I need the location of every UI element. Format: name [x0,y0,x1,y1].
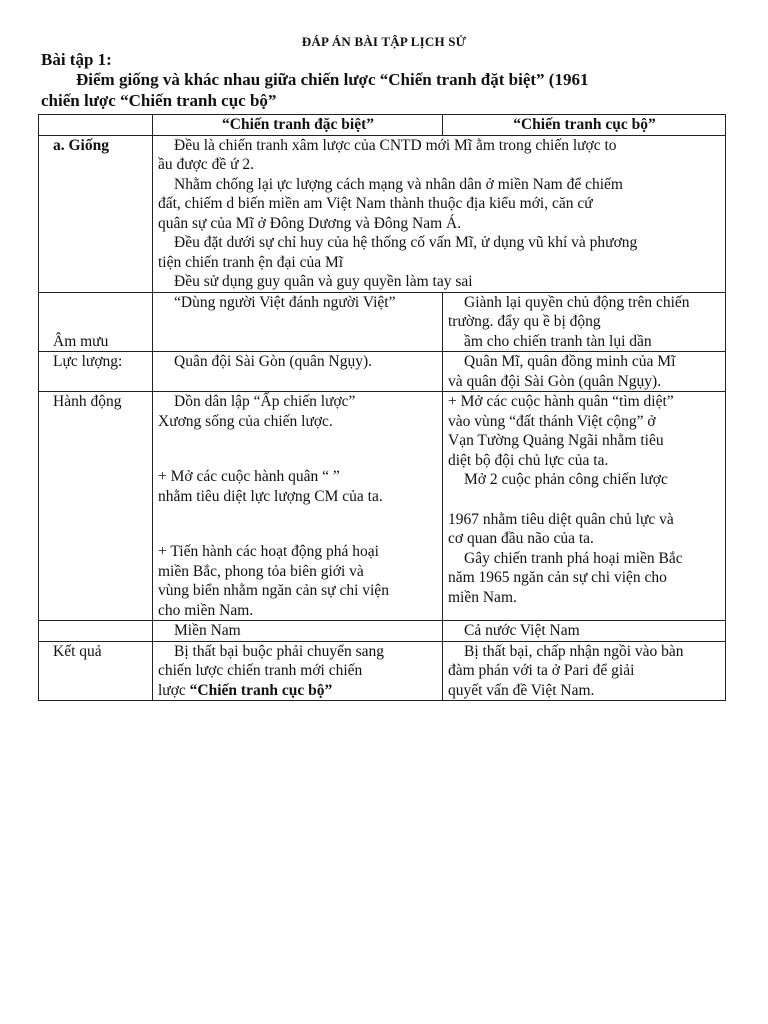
actions-special-line: vùng biển nhằm ngăn cản sự chi viện [158,582,389,599]
similar-line: Nhằm chống lại ực lượng cách mạng và nhân dân ở miền Nam để chiếm [174,175,623,193]
conspiracy-local-line: Giành lại quyền chủ động trên chiến [464,293,690,311]
spacer [448,490,721,510]
similar-line: quân sự của Mĩ ở Đông Dương và Đông Nam Á. [158,214,462,232]
table-row-conspiracy [39,292,726,352]
page-title: ĐÁP ÁN BÀI TẬP LỊCH SỬ [301,34,467,49]
similar-line: Đều đặt dưới sự chỉ huy của hệ thống cố vấn Mĩ, ử dụng vũ khí và phương [174,234,638,251]
conspiracy-local-line: ầm cho chiến tranh tàn lụi dần [464,332,652,350]
similar-line: đất, chiếm d biến miền am Việt Nam thành thuộc địa kiểu mới, căn cứ [158,195,593,212]
result-special-prefix: lược [158,681,190,699]
actions-special-line: + Mở các cuộc hành quân “ ” [158,468,340,485]
result-local-line: đàm phán với ta ở Pari để giải [448,662,635,679]
header-empty-cell [39,115,153,136]
question-heading-line-2: chiến lược “Chiến tranh cục bộ” [41,91,277,110]
actions-special-line: Dồn dân lập “Ấp chiến lược” [174,393,356,410]
result-local-cell [443,641,726,701]
forces-local-line: và quân đội Sài Gòn (quân Ngụy). [448,372,662,390]
forces-local-line: Quân Mĩ, quân đồng minh của Mĩ [464,353,676,370]
forces-special-cell: Quân đội Sài Gòn (quân Ngụy). [153,352,443,392]
result-special-line [158,681,438,701]
similar-line: Đều sử dụng guy quân và guy quyền làm tay sai [174,273,473,290]
actions-local-line: + Mở các cuộc hành quân “tìm diệt” [448,393,674,410]
actions-special-line: + Tiến hành các hoạt động phá hoại [158,543,379,560]
table-row-forces [39,352,726,392]
actions-local-line: Gây chiến tranh phá hoại miền Bắc [464,549,683,567]
row-label-conspiracy: Âm mưu [39,292,153,352]
row-label-result: Kết quả [39,641,153,701]
actions-local-line: cơ quan đầu não của ta. [448,530,594,547]
actions-special-line: Xương sống của chiến lược. [158,412,333,430]
similar-line: tiện chiến tranh ện đại của Mĩ [158,253,344,271]
actions-local-cell [443,392,726,621]
table-row-similar [39,135,726,292]
result-special-line: chiến lược chiến tranh mới chiến [158,662,363,679]
comparison-table [38,114,726,701]
actions-special-cell [153,392,443,621]
table-row-actions [39,392,726,621]
row-label-scope [39,621,153,642]
row-label-actions: Hành động [39,392,153,621]
actions-local-line: 1967 nhằm tiêu diệt quân chủ lực và [448,510,674,528]
table-header-row [39,115,726,136]
scope-special-cell: Miền Nam [153,621,443,642]
conspiracy-special-cell: “Dùng người Việt đánh người Việt” [153,292,443,352]
conspiracy-local-cell [443,292,726,352]
forces-local-cell [443,352,726,392]
result-special-strategy-name: “Chiến tranh cục bộ” [189,681,333,699]
header-local-war: “Chiến tranh cục bộ” [443,115,726,136]
actions-special-line: nhằm tiêu diệt lực lượng CM của ta. [158,487,383,505]
spacer [158,431,438,467]
actions-special-line: cho miền Nam. [158,601,254,619]
scope-local-cell: Cả nước Việt Nam [443,621,726,642]
table-row-result [39,641,726,701]
similar-line: ầu được đề ứ 2. [158,156,255,173]
header-special-war: “Chiến tranh đặc biệt” [153,115,443,136]
result-special-cell [153,641,443,701]
actions-local-line: miền Nam. [448,588,517,606]
actions-local-line: Mở 2 cuộc phản công chiến lược [464,471,668,488]
actions-local-line: năm 1965 ngăn cản sự chi viện cho [448,569,667,586]
actions-special-line: miền Bắc, phong tỏa biên giới và [158,562,364,580]
row-label-similar: a. Giống [39,135,153,292]
actions-local-line: vào vùng “đất thánh Việt cộng” ở [448,412,656,430]
exercise-label: Bài tập 1: [41,50,112,69]
result-local-line: quyết vấn đề Việt Nam. [448,681,595,699]
actions-local-line: diệt bộ đội chủ lực của ta. [448,451,609,469]
actions-local-line: Vạn Tường Quảng Ngãi nhằm tiêu [448,432,664,449]
similar-content-cell [153,135,726,292]
row-label-forces: Lực lượng: [39,352,153,392]
spacer [158,506,438,542]
result-local-line: Bị thất bại, chấp nhận ngồi vào bàn [464,642,684,660]
similar-line: Đều là chiến tranh xâm lược của CNTD mới Mĩ ằm trong chiến lược to [174,136,617,154]
question-heading-line-1: Điểm giống và khác nhau giữa chiến lược “Chiến tranh đặt biệt” (1961 [76,70,589,89]
result-special-line: Bị thất bại buộc phải chuyển sang [174,642,385,660]
table-row-scope [39,621,726,642]
conspiracy-local-line: trường. đẩy qu ề bị động [448,313,601,330]
